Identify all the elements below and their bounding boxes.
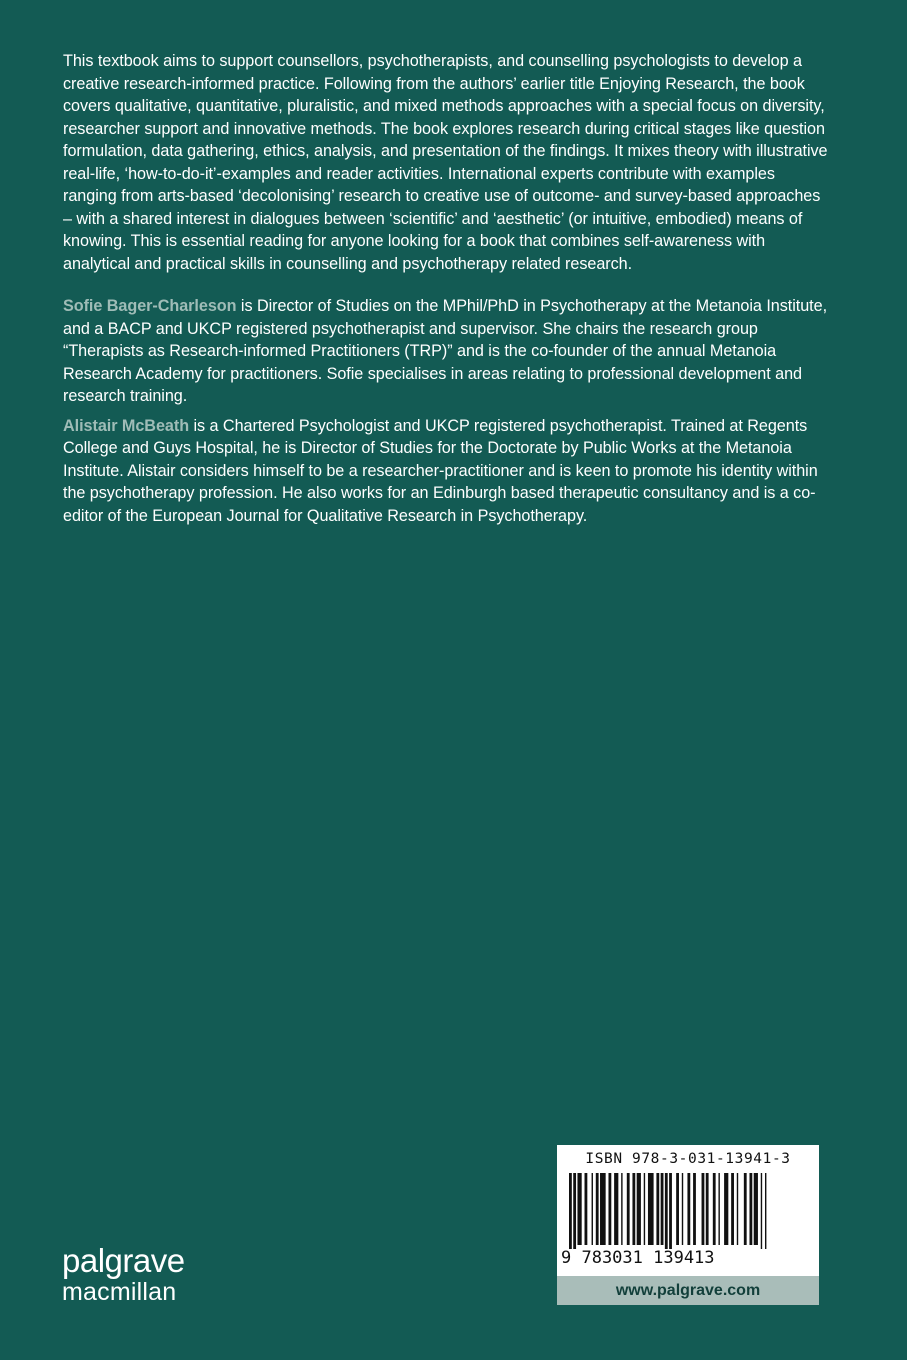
barcode-bar [656,1173,659,1245]
author-bio-text: is Director of Studies on the MPhil/PhD in Psychotherapy at the Metanoia Institute, and a BACP and UKCP registered psychotherapist and supervisor. She chairs the research group “Therapists as Research-informed Practitioners (TRP)” and is the co-founder of the annual Metanoia Research Academy for practitioners. Sofie specialises in areas relating to professional development and research training. [63,297,828,405]
barcode-bar [702,1173,705,1245]
barcode-bar [744,1173,747,1245]
barcode-bar [661,1173,664,1245]
barcode [569,1173,807,1249]
publisher-website: www.palgrave.com [557,1276,819,1305]
author-bio [63,295,829,408]
barcode-bar [761,1173,762,1249]
isbn-label: ISBN 978-3-031-13941-3 [585,1151,791,1167]
barcode-bar [687,1173,690,1245]
author-bio-text: is a Chartered Psychologist and UKCP registered psychotherapist. Trained at Regents College and Guys Hospital, he is Director of Studies for the Doctorate by Public Works at the Metanoia Institute. Alistair considers himself to be a researcher-practitioner and is keen to promote his identity within the psychotherapy profession. He also works for an Edinburgh based therapeutic consultancy and is a co-editor of the European Journal for Qualitative Research in Psychotherapy. [63,416,818,525]
barcode-bar [765,1173,766,1249]
publisher-logo [62,1244,222,1306]
barcode-bar [749,1173,752,1245]
barcode-bar [600,1173,606,1245]
barcode-bar [573,1173,576,1249]
barcode-bar [637,1173,641,1245]
barcode-bar [644,1173,645,1245]
barcode-bar [596,1173,599,1245]
barcode-bar [718,1173,719,1245]
barcode-bar [713,1173,716,1245]
barcode-bar [608,1173,611,1245]
cover-text [63,50,829,527]
barcode-bar [724,1173,728,1245]
barcode-bar [676,1173,679,1245]
barcode-bar [669,1173,672,1249]
barcode-bar [665,1173,668,1249]
barcode-bar [585,1173,588,1245]
barcode-bar [569,1173,572,1249]
author-name: Sofie Bager-Charleson [63,297,237,315]
barcode-bar [627,1173,630,1245]
author-bio [63,415,829,528]
barcode-box [557,1145,819,1276]
barcode-bar [577,1173,581,1245]
barcode-digits: 9 783031 139413 [561,1248,715,1268]
author-name: Alistair McBeath [63,416,190,435]
publisher-logo-line1: palgrave [62,1242,185,1279]
barcode-bar [731,1173,734,1245]
barcode-bar [737,1173,738,1245]
barcode-bar [632,1173,635,1245]
barcode-bar [682,1173,683,1245]
barcode-bar [648,1173,654,1245]
barcode-bar [693,1173,696,1245]
barcode-bar [754,1173,758,1245]
barcode-bar [706,1173,709,1245]
publisher-logo-line2: macmillan [62,1278,177,1306]
book-description: This textbook aims to support counsellors, psychotherapists, and counselling psychologists to develop a creative research-informed practice. Following from the authors’ earlier title Enjoying Research, the book covers qualitative, quantitative, pluralistic, and mixed methods approaches with a special focus on diversity, researcher support and innovative methods. The book explores research during critical stages like question formulation, data gathering, ethics, analysis, and presentation of the findings. It mixes theory with illustrative real-life, ‘how-to-do-it’-examples and reader activities. International experts contribute with examples ranging from arts-based ‘decolonising’ research to creative use of outcome- and survey-based approaches – with a shared interest in dialogues between ‘scientific’ and ‘aesthetic’ (or intuitive, embodied) means of knowing. This is essential reading for anyone looking for a book that combines self-awareness with analytical and practical skills in counselling and psychotherapy related research. [63,52,828,273]
barcode-bar [621,1173,622,1245]
barcode-bar [614,1173,618,1245]
barcode-bar [592,1173,593,1245]
